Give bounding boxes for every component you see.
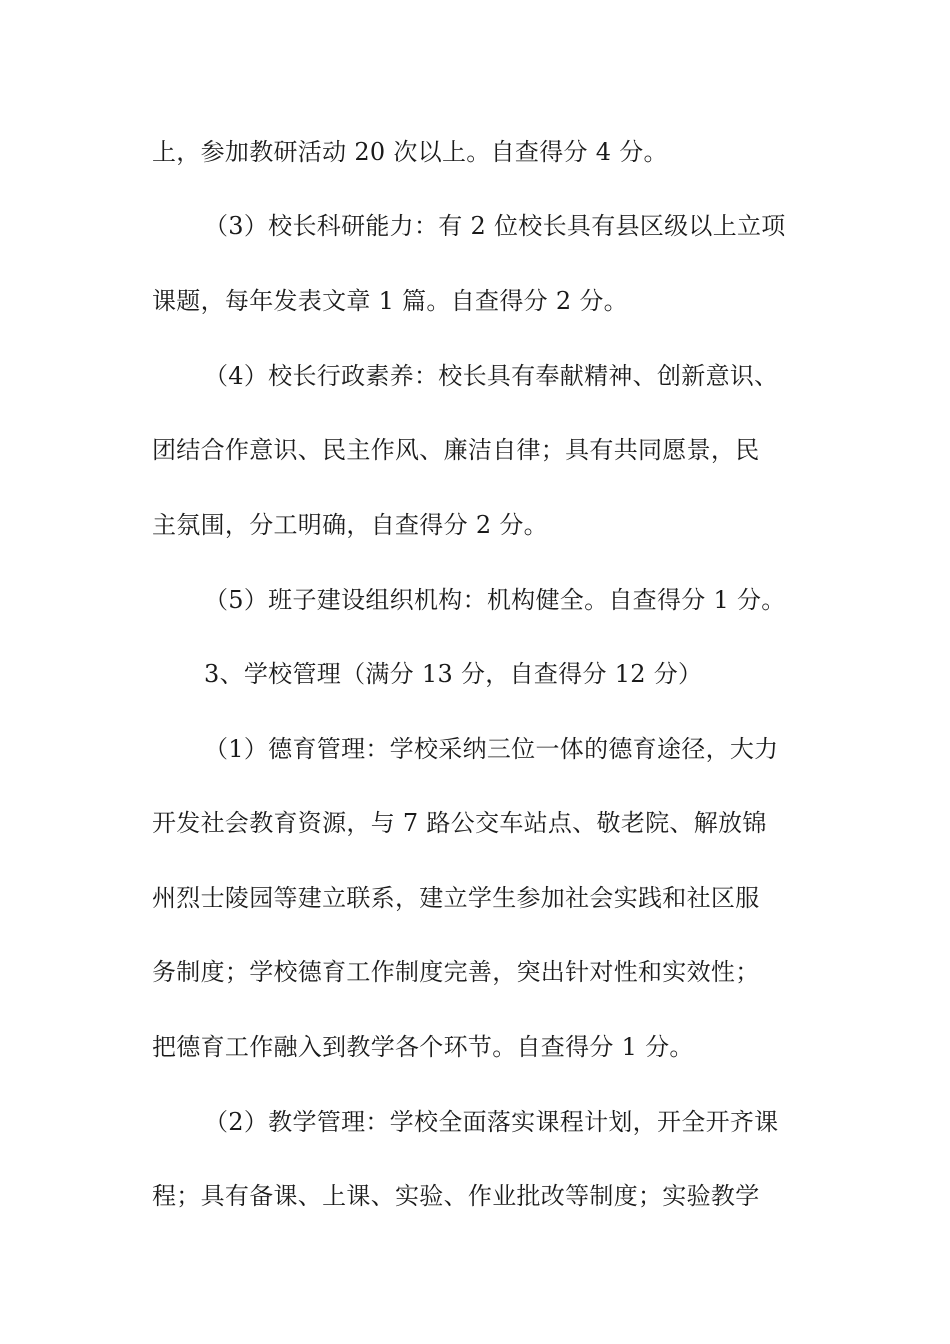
text-line: （3）校长科研能力：有 2 位校长具有县区级以上立项	[204, 212, 786, 240]
text-line: 把德育工作融入到教学各个环节。自查得分 1 分。	[152, 1033, 694, 1061]
text-line: （4）校长行政素养：校长具有奉献精神、创新意识、	[204, 362, 779, 390]
text-line: 上，参加教研活动 20 次以上。自查得分 4 分。	[152, 138, 668, 166]
text-line: （5）班子建设组织机构：机构健全。自查得分 1 分。	[204, 586, 786, 614]
text-line: 州烈士陵园等建立联系，建立学生参加社会实践和社区服	[152, 884, 760, 912]
text-line: 程；具有备课、上课、实验、作业批改等制度；实验教学	[152, 1182, 760, 1210]
text-line: （2）教学管理：学校全面落实课程计划，开全开齐课	[204, 1108, 779, 1136]
section-heading: 3、学校管理（满分 13 分，自查得分 12 分）	[204, 660, 703, 688]
text-line: （1）德育管理：学校采纳三位一体的德育途径，大力	[204, 735, 779, 763]
text-line: 主氛围，分工明确，自查得分 2 分。	[152, 511, 548, 539]
text-line: 开发社会教育资源，与 7 路公交车站点、敬老院、解放锦	[152, 809, 767, 837]
text-line: 课题，每年发表文章 1 篇。自查得分 2 分。	[152, 287, 628, 315]
text-line: 团结合作意识、民主作风、廉洁自律；具有共同愿景，民	[152, 436, 760, 464]
text-line: 务制度；学校德育工作制度完善，突出针对性和实效性；	[152, 958, 760, 986]
